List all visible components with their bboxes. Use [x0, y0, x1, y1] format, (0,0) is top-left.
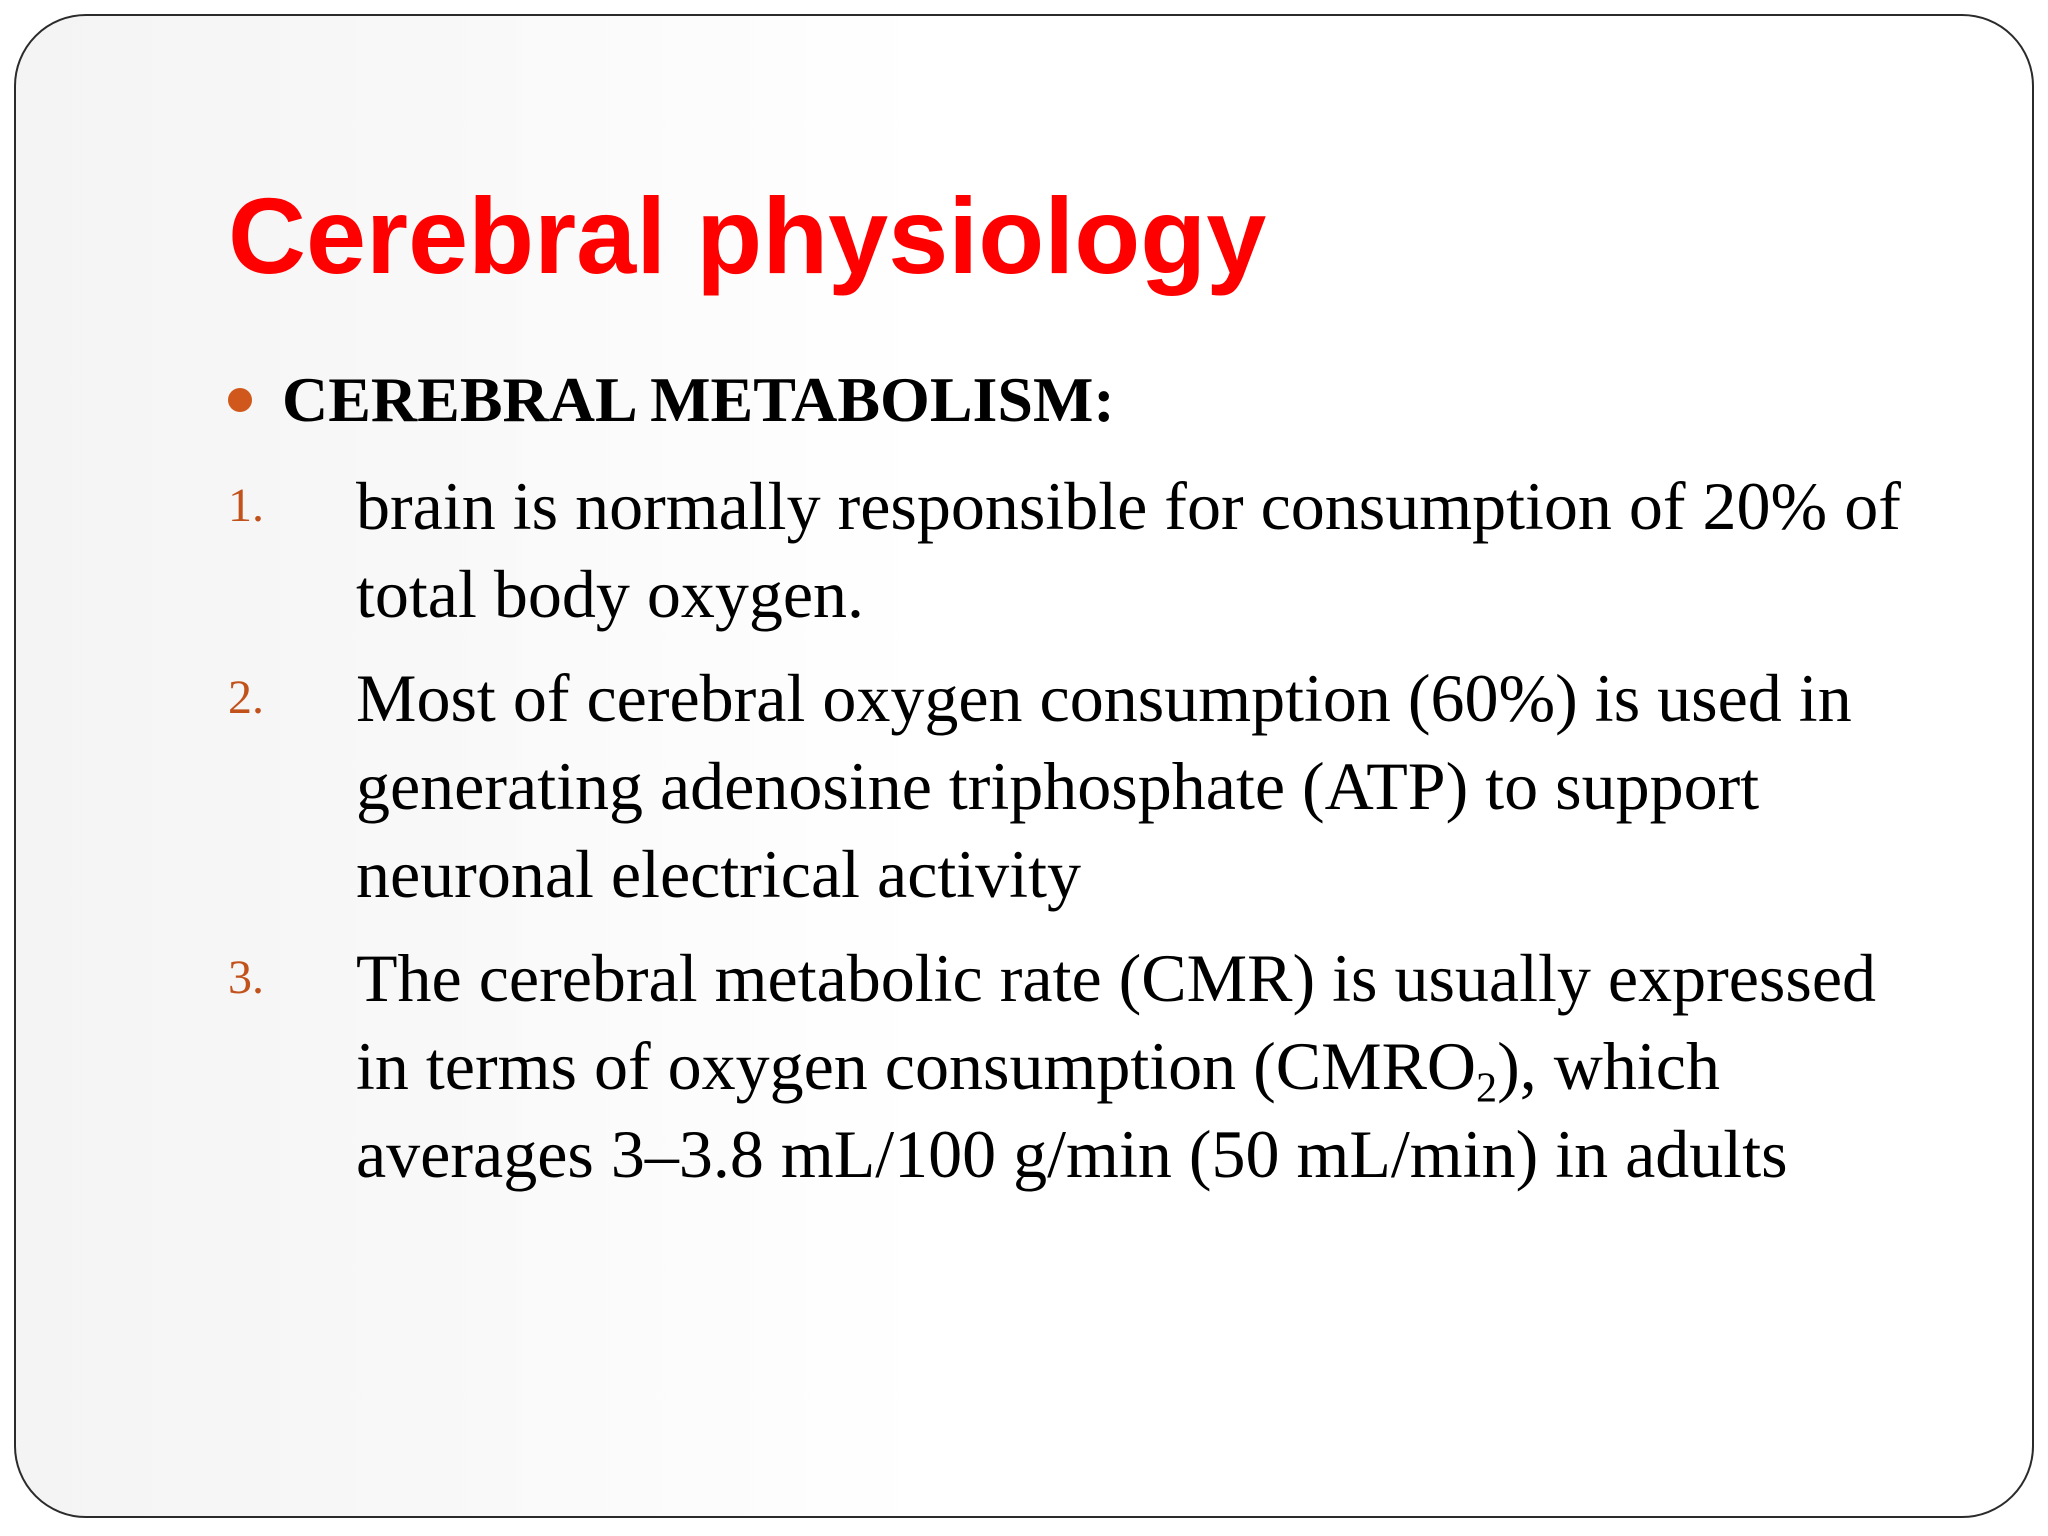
slide-title: Cerebral physiology	[228, 175, 1267, 296]
numbered-list	[228, 462, 1928, 1214]
list-item-text	[356, 934, 1928, 1198]
list-item-text-start: The cerebral metabolic rate (CMR) is usually expressed in terms of oxygen consumption (CMRO	[356, 940, 1877, 1104]
list-item-text-end: ), which averages 3–3.8 mL/100 g/min (50 mL/min) in adults	[356, 1028, 1788, 1192]
bullet-dot-icon	[228, 388, 252, 412]
list-item-text: brain is normally responsible for consumption of 20% of total body oxygen.	[356, 468, 1901, 632]
section-heading	[228, 364, 1115, 436]
list-item-2	[228, 654, 1928, 918]
subscript-2: 2	[1476, 1064, 1498, 1112]
list-item-3	[228, 934, 1928, 1198]
list-item-1	[228, 462, 1928, 638]
section-heading-text: CEREBRAL METABOLISM:	[282, 364, 1115, 435]
list-item-number: 2.	[228, 671, 264, 724]
list-item-number: 1.	[228, 479, 264, 532]
list-item-text: Most of cerebral oxygen consumption (60%) is used in generating adenosine triphosphate (ATP) to support neuronal electrical activity	[356, 660, 1852, 912]
slide	[14, 14, 2034, 1518]
list-item-number: 3.	[228, 951, 264, 1004]
